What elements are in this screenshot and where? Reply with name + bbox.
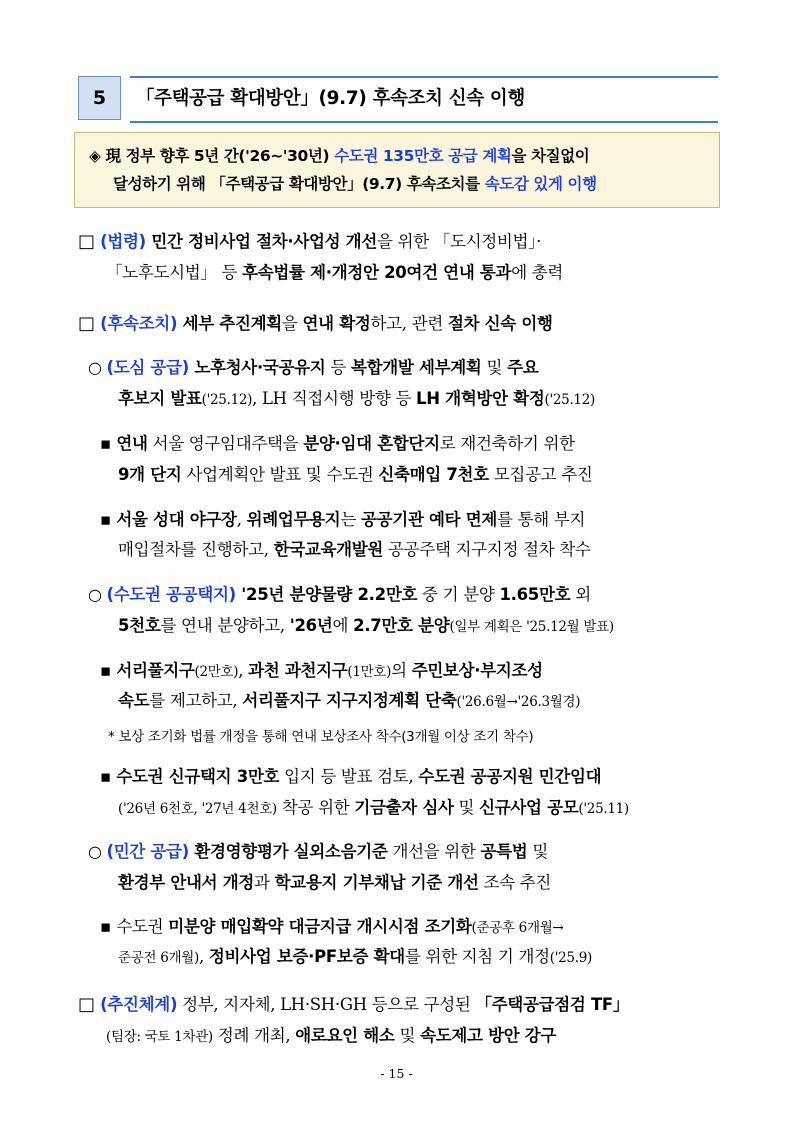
item-tag: (도심 공급) bbox=[106, 358, 189, 377]
item-tag: (민간 공급) bbox=[106, 842, 189, 861]
bold-text: 복합개발 세부계획 bbox=[351, 358, 482, 377]
bold-text: 미분양 매입확약 대금지급 개시시점 조기화 bbox=[168, 917, 472, 936]
bold-text: 서리풀지구 bbox=[116, 661, 195, 680]
text: 로 재건축하기 위한 bbox=[439, 434, 575, 453]
section-number: 5 bbox=[78, 76, 121, 120]
item-private-line-2 bbox=[118, 868, 551, 898]
item-seori-line-2 bbox=[118, 686, 580, 716]
square-bullet-icon: □ bbox=[78, 994, 101, 1015]
bold-text: 신규사업 공모 bbox=[479, 798, 579, 817]
text: 서울 영구임대주택을 bbox=[147, 434, 304, 453]
text: 에 총력 bbox=[511, 263, 564, 282]
bold-text: 과천 과천지구 bbox=[248, 661, 348, 680]
summary-highlight: 속도감 있게 이행 bbox=[484, 175, 597, 193]
summary-highlight: 수도권 135만호 공급 계획 bbox=[334, 147, 512, 165]
bold-text: 세부 추진계획 bbox=[177, 314, 282, 333]
item-new-line-1 bbox=[100, 762, 601, 792]
text: 및 bbox=[481, 358, 508, 377]
bold-text: 2.7만호 분양 bbox=[353, 616, 450, 635]
square-bullet-icon: □ bbox=[78, 313, 101, 334]
bold-text: 애로요인 해소 bbox=[295, 1026, 395, 1045]
text: 사업계획안 발표 및 수도권 bbox=[181, 465, 379, 484]
small-text: ('26년 6천호, '27년 4천호) bbox=[118, 801, 277, 817]
item-seoul-line-2 bbox=[118, 535, 591, 565]
item-tag: (추진체계) bbox=[100, 995, 178, 1014]
square-dot-icon: ▪ bbox=[100, 510, 117, 529]
bold-text: 환경부 안내서 개정 bbox=[118, 873, 255, 892]
footnote: * 보상 조기화 법률 개정을 통해 연내 보상조사 착수(3개월 이상 조기 착수) bbox=[108, 729, 534, 745]
circle-bullet-icon: ○ bbox=[88, 585, 107, 604]
text: 을 위한 「도시정비법」· bbox=[376, 232, 542, 251]
item-capital-line-1 bbox=[88, 580, 591, 610]
text: 는 bbox=[340, 510, 362, 529]
section-rule-bottom bbox=[130, 121, 718, 123]
small-text: ('26.6월→'26.3월경) bbox=[456, 694, 581, 710]
item-capital-line-2 bbox=[118, 611, 614, 641]
bold-text: 수도권 신규택지 3만호 bbox=[116, 767, 280, 786]
item-law-line-2 bbox=[106, 258, 563, 288]
text: 및 bbox=[394, 1026, 421, 1045]
text: 매입절차를 진행하고, bbox=[118, 540, 274, 559]
bold-text: 주민보상·부지조성 bbox=[411, 661, 543, 680]
bold-text: 1.65만호 bbox=[499, 585, 571, 604]
bold-text: 공특법 bbox=[480, 842, 528, 861]
text: 외 bbox=[570, 585, 591, 604]
bold-text: 주요 bbox=[507, 358, 539, 377]
item-private-line-1 bbox=[88, 837, 548, 867]
summary-line-2 bbox=[113, 173, 597, 195]
text: 및 bbox=[453, 798, 480, 817]
bold-text: 후속법률 제·개정안 20여건 연내 통과 bbox=[242, 263, 512, 282]
text: 중 기 분양 bbox=[417, 585, 500, 604]
page-number: - 15 - bbox=[380, 1066, 413, 1081]
item-follow-line bbox=[78, 309, 553, 339]
small-text: (준공후 6개월→ bbox=[471, 920, 564, 936]
small-text: (1만호) bbox=[347, 664, 392, 680]
summary-text: 을 차질없이 bbox=[511, 147, 590, 165]
bold-text: '26년 bbox=[289, 616, 333, 635]
bold-text: 후보지 발표 bbox=[118, 389, 202, 408]
bold-text: 학교용지 기부채납 기준 개선 bbox=[274, 873, 479, 892]
bold-text: 정비사업 보증·PF보증 확대 bbox=[208, 947, 405, 966]
text: 개선을 위한 bbox=[387, 842, 481, 861]
circle-bullet-icon: ○ bbox=[88, 842, 107, 861]
summary-box bbox=[74, 132, 720, 208]
bold-text: 노후청사·국공유지 bbox=[188, 358, 326, 377]
text: 의 bbox=[391, 661, 412, 680]
text: , bbox=[198, 947, 209, 966]
bold-text: 「주택공급점검 TF」 bbox=[475, 995, 630, 1014]
text: 정부, 지자체, LH·SH·GH 등으로 구성된 bbox=[177, 995, 476, 1014]
summary-text: ◈ 現 정부 향후 5년 간('26~'30년) bbox=[89, 147, 335, 165]
text: 를 위한 지침 기 개정 bbox=[404, 947, 550, 966]
bold-text: 분양·임대 혼합단지 bbox=[303, 434, 440, 453]
bold-text: 절차 신속 이행 bbox=[447, 314, 553, 333]
text: 을 bbox=[281, 314, 303, 333]
item-rent-line-1 bbox=[100, 429, 575, 459]
text: 를 연내 분양하고, bbox=[160, 616, 290, 635]
square-dot-icon: ▪ bbox=[100, 661, 117, 680]
summary-line-1 bbox=[89, 145, 589, 167]
small-text: ('25.11) bbox=[578, 801, 629, 817]
bold-text: 서리풀지구 지구지정계획 단축 bbox=[242, 691, 457, 710]
section-rule-top bbox=[130, 76, 718, 78]
small-text: (2만호) bbox=[194, 664, 239, 680]
item-unsold-line-1 bbox=[100, 912, 563, 942]
text: 조속 추진 bbox=[478, 873, 552, 892]
square-bullet-icon: □ bbox=[78, 231, 101, 252]
bold-text: 연내 bbox=[116, 434, 148, 453]
bold-text: 5천호 bbox=[118, 616, 161, 635]
bold-text: 서울 성대 야구장 bbox=[116, 510, 237, 529]
bold-text: '25년 분양물량 2.2만호 bbox=[235, 585, 418, 604]
text: 과 bbox=[254, 873, 275, 892]
item-tag: (법령) bbox=[100, 232, 146, 251]
item-city-line-2 bbox=[118, 384, 595, 414]
small-text: ('25.12) bbox=[201, 392, 253, 408]
text: 착공 위한 bbox=[276, 798, 355, 817]
bold-text: 신축매입 7천호 bbox=[378, 465, 489, 484]
text: 정례 개최, bbox=[212, 1026, 296, 1045]
bold-text: 수도권 공공지원 민간임대 bbox=[418, 767, 602, 786]
item-seoul-line-1 bbox=[100, 505, 585, 535]
small-text: 준공전 6개월) bbox=[118, 950, 199, 966]
item-city-line-1 bbox=[88, 353, 538, 383]
item-seori-line-1 bbox=[100, 656, 543, 686]
text: 하고, 관련 bbox=[370, 314, 448, 333]
text: 공공주택 지구지정 절차 착수 bbox=[383, 540, 591, 559]
item-rent-line-2 bbox=[118, 460, 593, 490]
bold-text: LH 개혁방안 확정 bbox=[416, 389, 545, 408]
text: 를 제고하고, bbox=[149, 691, 243, 710]
bold-text: 속도 bbox=[118, 691, 150, 710]
text: 「노후도시법」 등 bbox=[106, 263, 243, 282]
text: , LH 직접시행 방향 등 bbox=[252, 389, 417, 408]
text: 에 bbox=[332, 616, 354, 635]
text: 를 통해 부지 bbox=[497, 510, 586, 529]
section-header bbox=[78, 76, 718, 124]
bold-text: 기금출자 심사 bbox=[354, 798, 454, 817]
circle-bullet-icon: ○ bbox=[88, 358, 107, 377]
section-title: 「주택공급 확대방안」(9.7) 후속조치 신속 이행 bbox=[136, 88, 525, 109]
bold-text: 공공기관 예타 면제 bbox=[361, 510, 498, 529]
bold-text: 민간 정비사업 절차·사업성 개선 bbox=[145, 232, 377, 251]
square-dot-icon: ▪ bbox=[100, 767, 117, 786]
bold-text: 위례업무용지 bbox=[246, 510, 341, 529]
bold-text: 연내 확정 bbox=[302, 314, 371, 333]
summary-text: 달성하기 위해 「주택공급 확대방안」(9.7) 후속조치를 bbox=[113, 175, 485, 193]
text: , bbox=[238, 661, 249, 680]
square-dot-icon: ▪ bbox=[100, 434, 117, 453]
bold-text: 속도제고 방안 강구 bbox=[420, 1026, 557, 1045]
square-dot-icon: ▪ bbox=[100, 917, 117, 936]
small-text: (일부 계획은 '25.12월 발표) bbox=[449, 619, 614, 635]
text: 및 bbox=[527, 842, 549, 861]
text: 모집공고 추진 bbox=[488, 465, 593, 484]
bold-text: 9개 단지 bbox=[118, 465, 182, 484]
small-text: ('25.9) bbox=[549, 950, 592, 966]
item-law-line-1 bbox=[78, 227, 541, 257]
small-text: ('25.12) bbox=[544, 392, 595, 408]
item-system-line-1 bbox=[78, 990, 629, 1020]
bold-text: 환경영향평가 실외소음기준 bbox=[188, 842, 388, 861]
small-text: (팀장: 국토 1차관) bbox=[106, 1029, 213, 1045]
item-tag: (수도권 공공택지) bbox=[106, 585, 236, 604]
item-new-line-2 bbox=[118, 793, 629, 823]
text: 입지 등 발표 검토, bbox=[279, 767, 419, 786]
item-system-line-2 bbox=[106, 1021, 556, 1051]
text: 수도권 bbox=[116, 917, 169, 936]
text: 등 bbox=[325, 358, 351, 377]
item-unsold-line-2 bbox=[118, 942, 592, 972]
text: , bbox=[236, 510, 247, 529]
bold-text: 한국교육개발원 bbox=[273, 540, 384, 559]
item-tag: (후속조치) bbox=[100, 314, 178, 333]
